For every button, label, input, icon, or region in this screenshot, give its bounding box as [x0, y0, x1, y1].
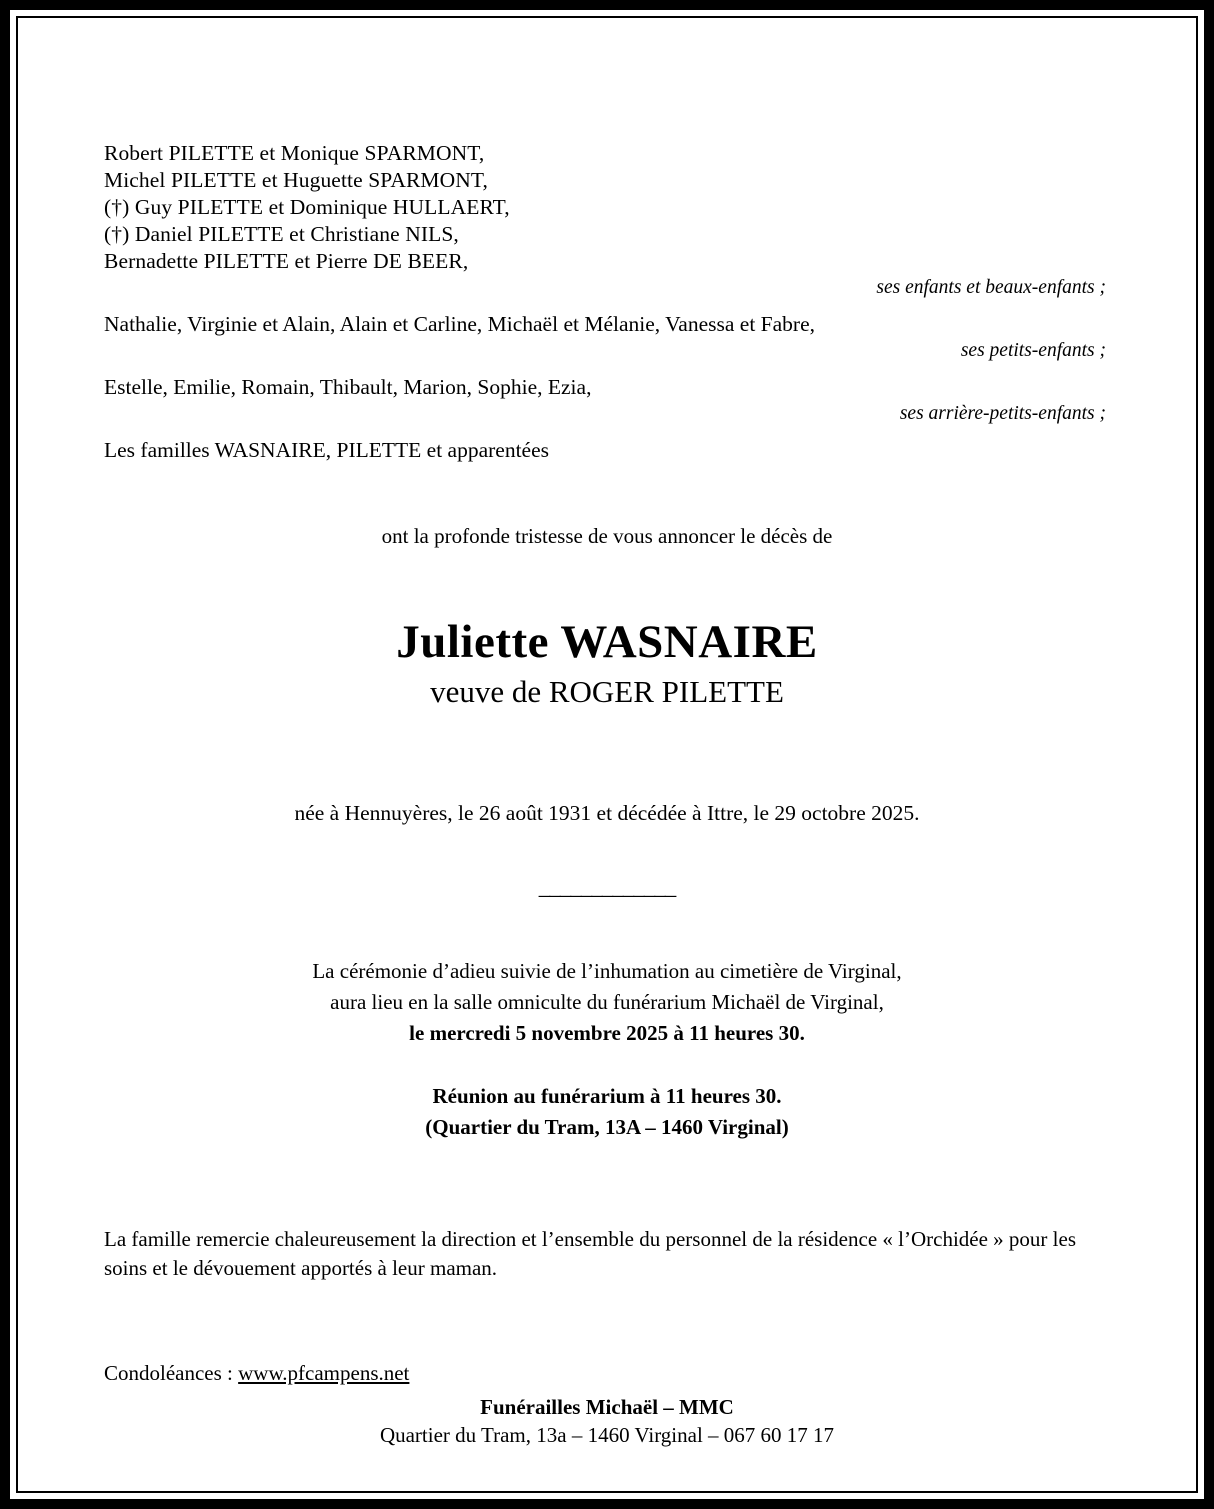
ceremony-line-2: aura lieu en la salle omniculte du funérarium Michaël de Virginal,: [330, 990, 884, 1015]
condolences-label: Condoléances :: [104, 1361, 239, 1386]
ceremony-block: [104, 956, 1110, 1049]
family-block: [104, 140, 1110, 275]
family-line: Robert PILETTE et Monique SPARMONT,: [104, 141, 485, 165]
condolences-url[interactable]: www.pfcampens.net: [238, 1361, 410, 1386]
family-line: Michel PILETTE et Huguette SPARMONT,: [104, 168, 488, 192]
reunion-line-1: Réunion au funérarium à 11 heures 30.: [432, 1084, 782, 1109]
role-children: ses enfants et beaux-enfants ;: [876, 277, 1106, 298]
deceased-subtitle: veuve de ROGER PILETTE: [430, 673, 784, 709]
reunion-block: [104, 1081, 1110, 1143]
ceremony-line-1: La cérémonie d’adieu suivie de l’inhumation au cimetière de Virginal,: [312, 959, 902, 984]
thanks-paragraph: La famille remercie chaleureusement la direction et l’ensemble du personnel de la résidence « l’Orchidée » pour les soins et le dévouement apportés à leur maman.: [104, 1227, 1076, 1281]
role-great-grandchildren: ses arrière-petits-enfants ;: [899, 403, 1106, 424]
role-grandchildren: ses petits-enfants ;: [960, 340, 1106, 361]
family-line: (†) Guy PILETTE et Dominique HULLAERT,: [104, 195, 510, 219]
notice-border-frame: [16, 16, 1198, 1493]
family-line: Bernadette PILETTE et Pierre DE BEER,: [104, 249, 469, 273]
grandchildren-line: Nathalie, Virginie et Alain, Alain et Carline, Michaël et Mélanie, Vanessa et Fabre,: [104, 312, 815, 336]
deceased-name: Juliette WASNAIRE: [396, 616, 818, 668]
footer-title: Funérailles Michaël – MMC: [480, 1395, 734, 1419]
footer-address: Quartier du Tram, 13a – 1460 Virginal – 067 60 17 17: [379, 1423, 835, 1447]
section-separator: _____________: [538, 874, 676, 900]
condolences-line: [104, 1361, 1110, 1386]
footer-block: [104, 1393, 1110, 1449]
birth-death-info: née à Hennuyères, le 26 août 1931 et décédée à Ittre, le 29 octobre 2025.: [294, 801, 920, 826]
great-grandchildren-line: Estelle, Emilie, Romain, Thibault, Marion, Sophie, Ezia,: [104, 375, 592, 399]
reunion-line-2: (Quartier du Tram, 13A – 1460 Virginal): [425, 1115, 789, 1140]
notice-content: [104, 140, 1110, 1471]
announcement-text: ont la profonde tristesse de vous annoncer le décès de: [381, 524, 833, 548]
ceremony-line-3: le mercredi 5 novembre 2025 à 11 heures 30.: [409, 1021, 805, 1046]
families-line: Les familles WASNAIRE, PILETTE et apparentées: [104, 438, 550, 462]
family-line: (†) Daniel PILETTE et Christiane NILS,: [104, 222, 459, 246]
